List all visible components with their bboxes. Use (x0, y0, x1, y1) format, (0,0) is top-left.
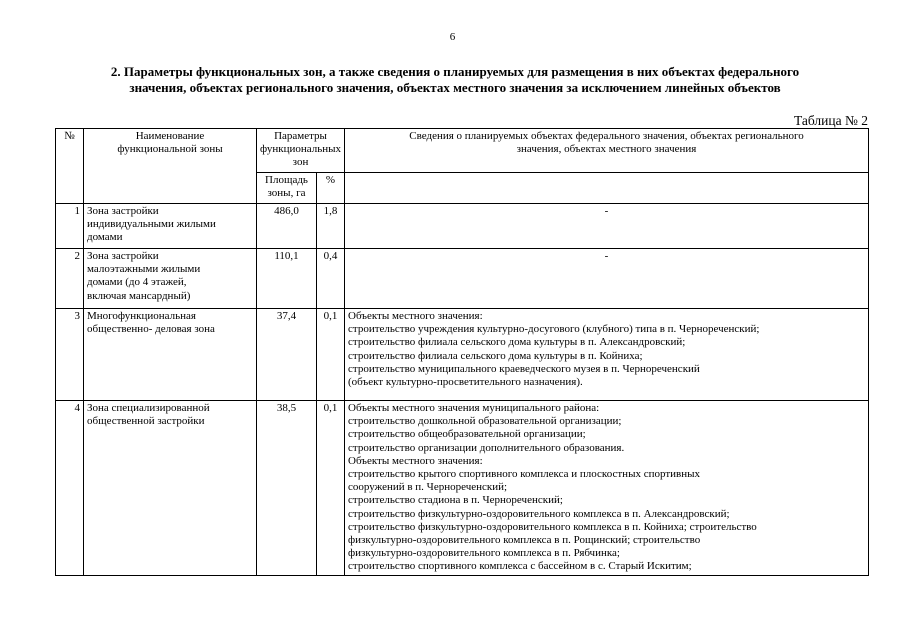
zone-percent: 0,4 (317, 249, 345, 309)
table-body (56, 204, 869, 576)
header-planned-objects: Сведения о планируемых объектах федерального значения, объектах регионального значения, объектах местного значения (345, 129, 869, 173)
zone-name: Зона специализированной общественной застройки (84, 401, 257, 576)
zone-area: 486,0 (257, 204, 317, 249)
header-empty-cell (345, 173, 869, 204)
zone-name: Зона застройки индивидуальными жилыми домами (84, 204, 257, 249)
section-heading-line: 2. Параметры функциональных зон, а также сведения о планируемых для размещения в них объектах федерального (110, 64, 800, 79)
section-heading (40, 64, 870, 96)
zone-percent: 0,1 (317, 309, 345, 401)
row-number: 2 (56, 249, 84, 309)
row-number: 4 (56, 401, 84, 576)
zone-area: 37,4 (257, 309, 317, 401)
row-number: 3 (56, 309, 84, 401)
planned-objects: Объекты местного значения: строительство учреждения культурно-досугового (клубного) типа в п. Чернореченский; строительство филиала сельского дома культуры в п. Александровский; строительство филиала сельского дома культуры в п. Койниха; строительство муниципального краеведческого музея в п. Чернореченский (объект культурно-просветительного назначения). (345, 309, 869, 401)
table-row (56, 401, 869, 576)
planned-objects: - (345, 204, 869, 249)
header-row (56, 129, 869, 173)
table-row (56, 249, 869, 309)
header-number: № (56, 129, 84, 204)
header-area: Площадь зоны, га (257, 173, 317, 204)
functional-zones-table (55, 128, 869, 576)
zone-area: 110,1 (257, 249, 317, 309)
zone-percent: 0,1 (317, 401, 345, 576)
zone-percent: 1,8 (317, 204, 345, 249)
planned-objects: Объекты местного значения муниципального района: строительство дошкольной образовательной организации; строительство общеобразовательной организации; строительство организации дополнительного образования. Объекты местного значения: строительство крытого спортивного комплекса и плоскостных спортивных сооружений в п. Чернореченский; строительство стадиона в п. Чернореченский; строительство физкультурно-оздоровительного комплекса в п. Александровский; строительство физкультурно-оздоровительного комплекса в п. Койниха; строительство физкультурно-оздоровительного комплекса в п. Рощинский; строительство физкультурно-оздоровительного комплекса в п. Рябчинка; строительство спортивного комплекса с бассейном в с. Старый Искитим; (345, 401, 869, 576)
page-number: 6 (449, 31, 456, 43)
zone-name: Зона застройки малоэтажными жилыми домами (до 4 этажей, включая мансардный) (84, 249, 257, 309)
zone-name: Многофункциональная общественно- деловая зона (84, 309, 257, 401)
section-heading-line: значения, объектах регионального значения, объектах местного значения за исключением линейных объектов (129, 80, 781, 95)
table-caption: Таблица № 2 (794, 113, 868, 128)
table-header (56, 129, 869, 204)
zone-area: 38,5 (257, 401, 317, 576)
planned-objects: - (345, 249, 869, 309)
table-row (56, 204, 869, 249)
row-number: 1 (56, 204, 84, 249)
header-zone-parameters: Параметры функциональных зон (257, 129, 345, 173)
header-percent: % (317, 173, 345, 204)
header-zone-name: Наименование функциональной зоны (84, 129, 257, 204)
table-row (56, 309, 869, 401)
